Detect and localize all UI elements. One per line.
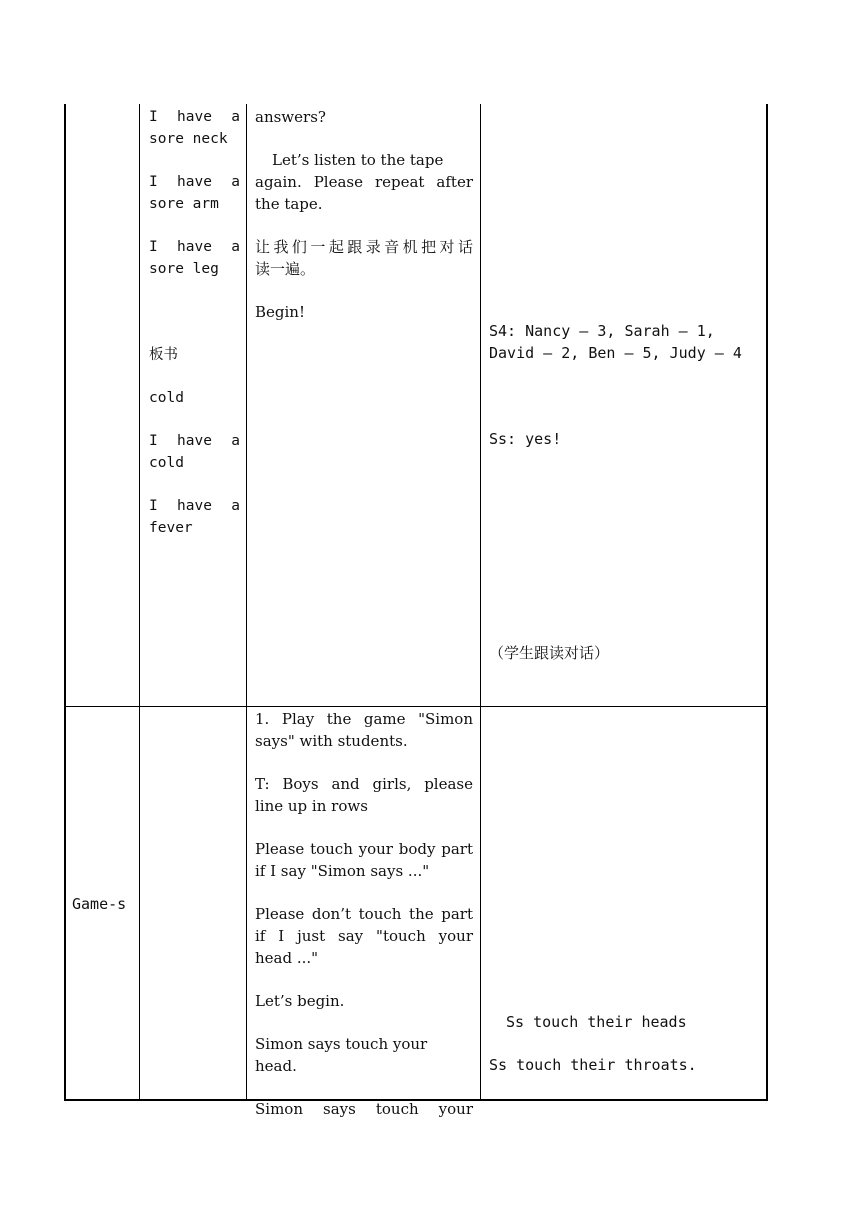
- stage-label: Game-s: [72, 895, 127, 913]
- student-action-line: Ss touch their throats.: [489, 1056, 697, 1074]
- instruction-line: says" with students.: [255, 732, 408, 750]
- instruction-line: again. Please repeat after: [255, 173, 473, 191]
- vocab-line: sore leg: [149, 261, 219, 277]
- student-answer-line: （学生跟读对话）: [489, 644, 610, 662]
- instruction-line: the tape.: [255, 195, 323, 213]
- vocab-line: I have a: [149, 174, 240, 190]
- table-col-divider-2: [246, 104, 247, 1101]
- vocab-line: sore neck: [149, 131, 228, 147]
- vocab-line: I have a: [149, 433, 240, 449]
- vocab-line: I have a: [149, 498, 240, 514]
- table-left-border: [64, 104, 66, 1101]
- vocab-cell: [149, 106, 240, 539]
- vocab-line: I have a: [149, 239, 240, 255]
- instruction-line: Let’s listen to the tape: [272, 151, 444, 169]
- table-row-divider: [64, 706, 768, 707]
- instruction-line: 让我们一起跟录音机把对话: [255, 238, 473, 256]
- student-action-line: Ss touch their heads: [506, 1013, 687, 1031]
- table-col-divider-3: [480, 104, 481, 1101]
- student-answer-line: David – 2, Ben – 5, Judy – 4: [489, 344, 742, 362]
- game-instructions-cell: [255, 708, 473, 1120]
- vocab-line: cold: [149, 455, 184, 471]
- table-col-divider-1: [139, 104, 140, 1101]
- instruction-line: Simon says touch your: [255, 1100, 473, 1118]
- instruction-line: Please touch your body part: [255, 840, 473, 858]
- instruction-line: Let’s begin.: [255, 992, 345, 1010]
- student-answer-line: S4: Nancy – 3, Sarah – 1,: [489, 322, 715, 340]
- instruction-line: answers?: [255, 108, 326, 126]
- vocab-line: cold: [149, 390, 184, 406]
- teacher-instructions-cell: [255, 106, 473, 323]
- instruction-line: 读一遍。: [255, 260, 316, 278]
- vocab-line: I have a: [149, 109, 240, 125]
- student-answer-line: Ss: yes!: [489, 430, 562, 448]
- vocab-line: fever: [149, 520, 193, 536]
- instruction-line: T: Boys and girls, please: [255, 775, 473, 793]
- table-right-border: [766, 104, 768, 1101]
- instruction-line: if I say "Simon says ...": [255, 862, 430, 880]
- instruction-line: Please don’t touch the part: [255, 905, 473, 923]
- instruction-line: head ...": [255, 949, 319, 967]
- blackboard-heading: 板书: [149, 347, 178, 363]
- instruction-line: 1. Play the game "Simon: [255, 710, 473, 728]
- instruction-line: Simon says touch your head.: [255, 1035, 428, 1075]
- vocab-line: sore arm: [149, 196, 219, 212]
- instruction-line: Begin!: [255, 303, 305, 321]
- instruction-line: if I just say "touch your: [255, 927, 473, 945]
- instruction-line: line up in rows: [255, 797, 368, 815]
